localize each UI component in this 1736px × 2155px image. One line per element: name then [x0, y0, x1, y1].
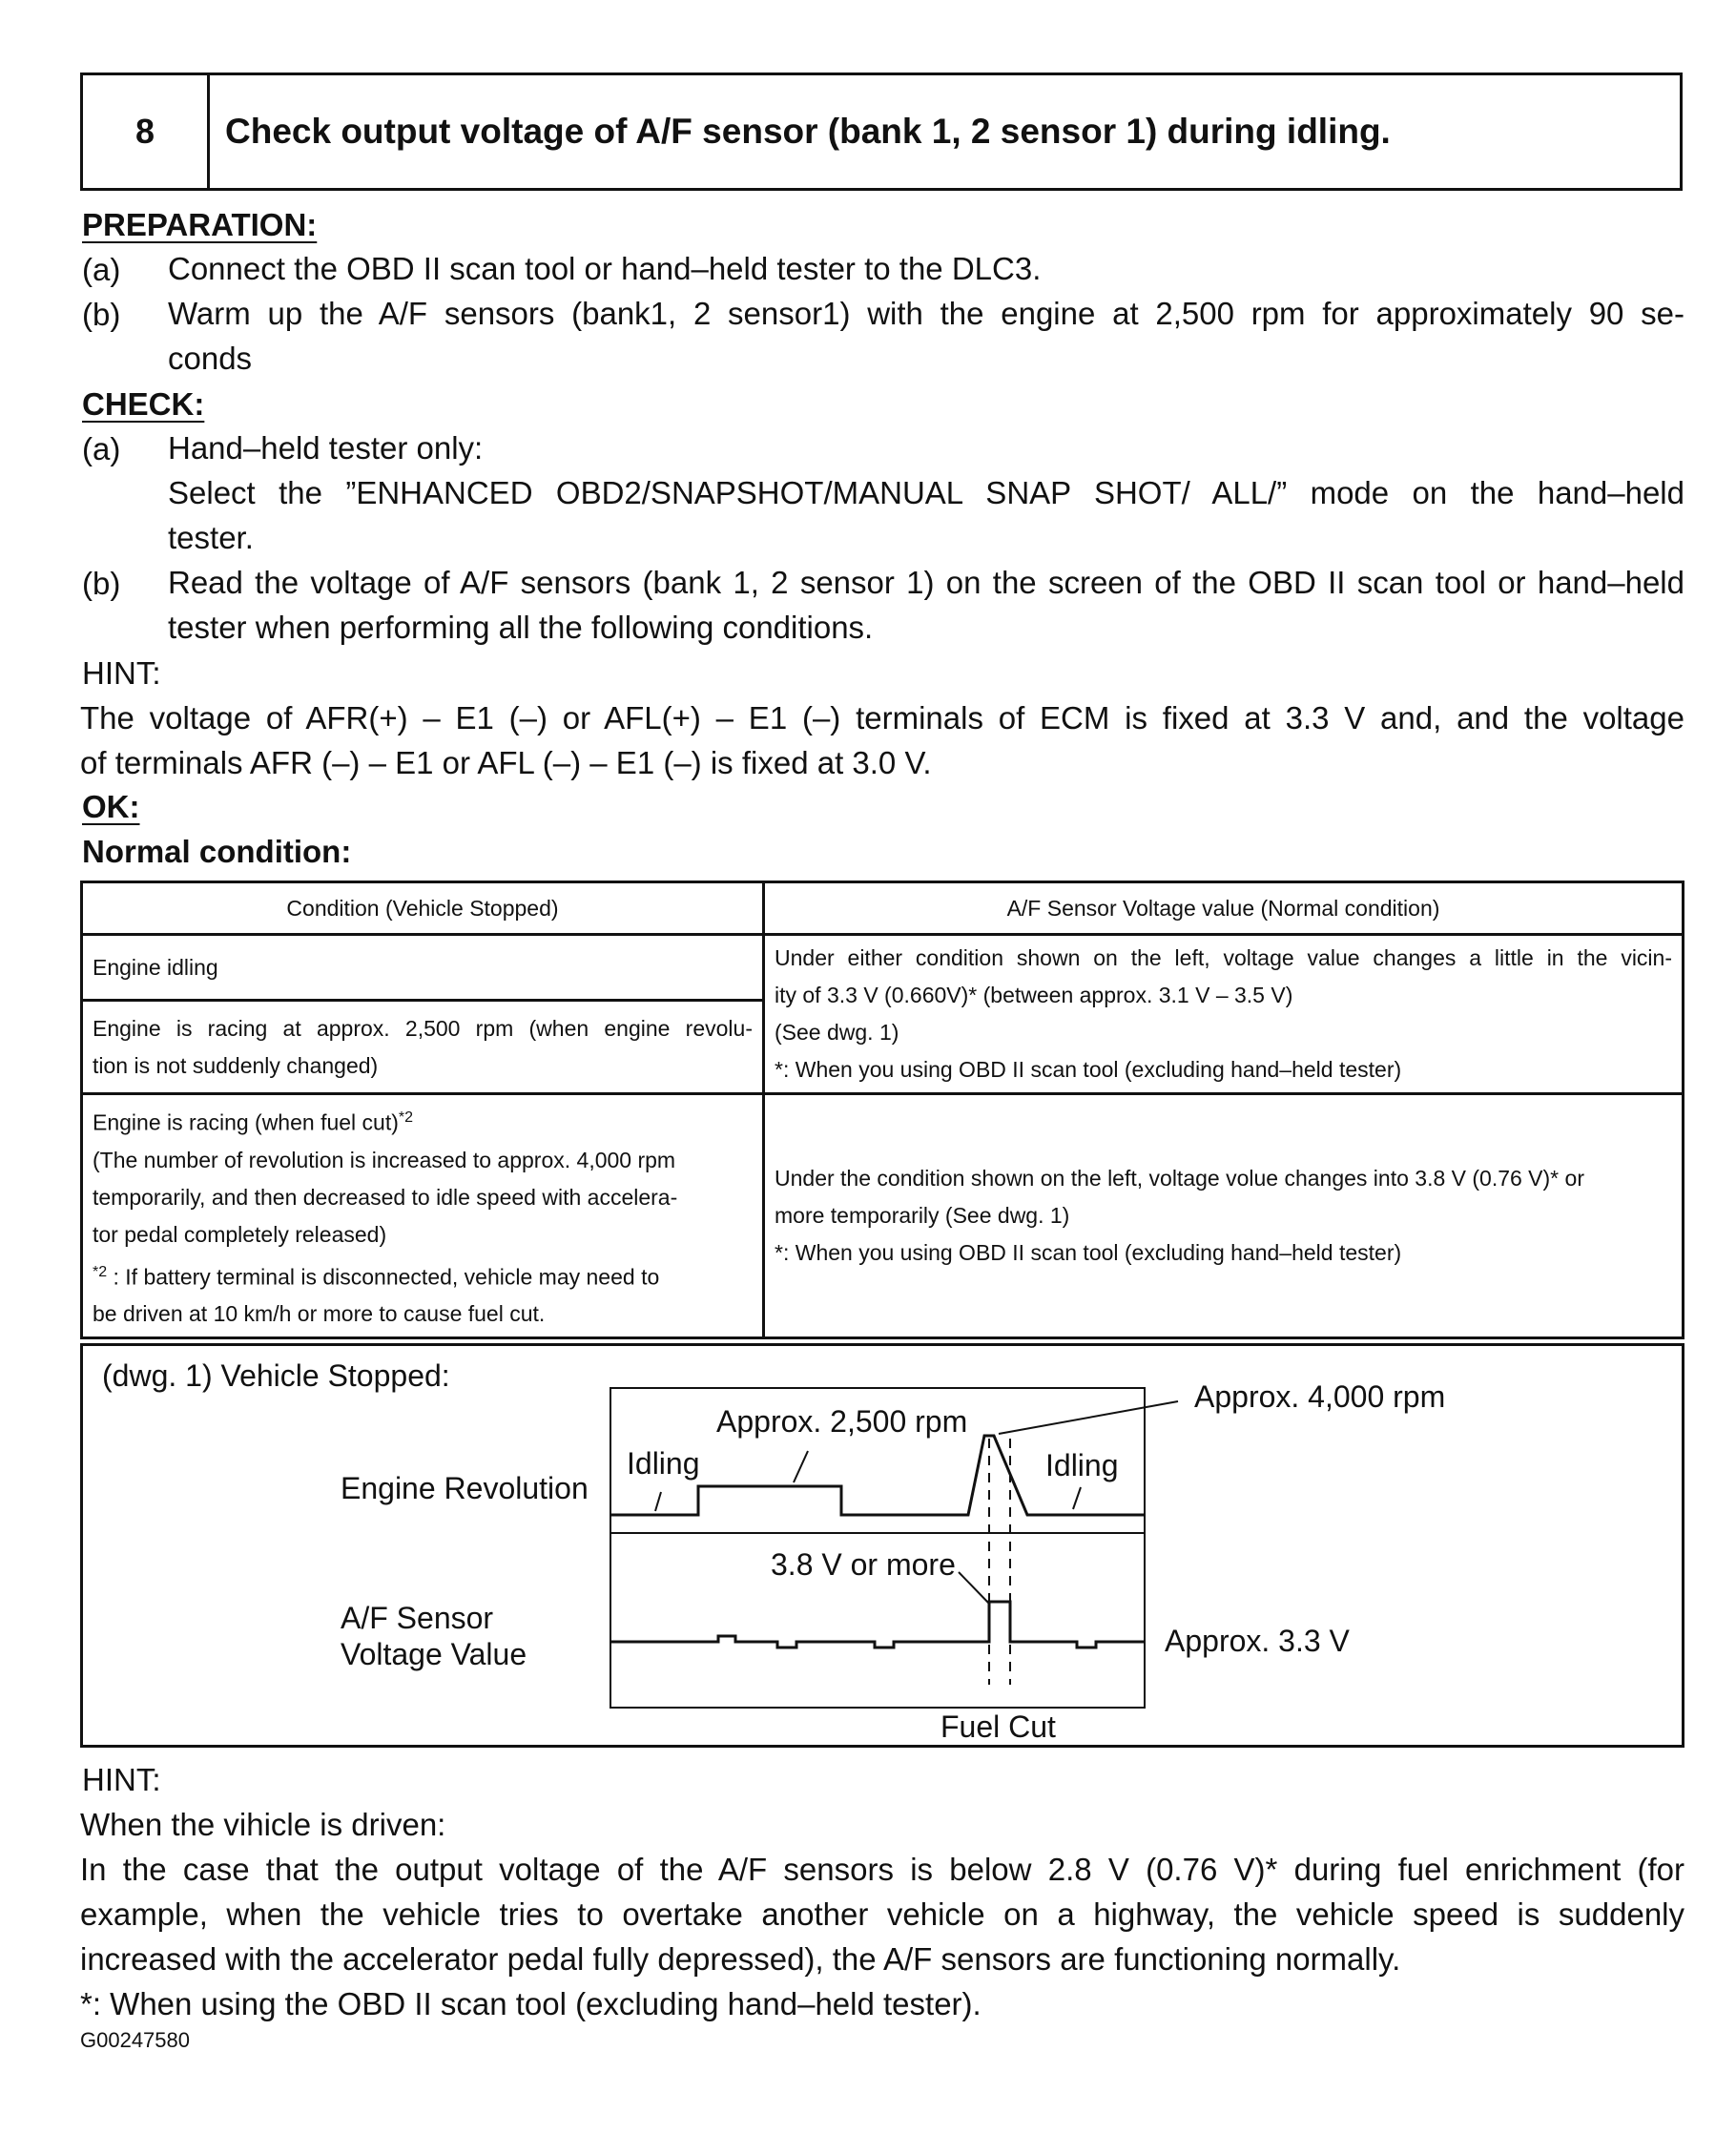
preparation-item-b: [168, 291, 1684, 381]
hint2-heading: HINT:: [82, 1762, 161, 1797]
normal-condition-heading: Normal condition:: [82, 834, 352, 869]
voltage-38-label: 3.8 V or more: [771, 1547, 956, 1582]
check-item-a-line-2: Select the ”ENHANCED OBD2/SNAPSHOT/MANUAL SNAP SHOT/ ALL/” mode on the hand–held: [168, 475, 1684, 510]
hint2-line-1: When the vihicle is driven:: [80, 1807, 446, 1842]
hint2-paragraph: [80, 1802, 1684, 2026]
drawing-title: (dwg. 1) Vehicle Stopped:: [102, 1358, 450, 1393]
table-cell-voltage-idle-racing: [764, 935, 1684, 1094]
table-cell-voltage-fuel-cut: [764, 1094, 1684, 1338]
check-item-b-line-1: Read the voltage of A/F sensors (bank 1, 2 sensor 1) on the screen of the OBD II scan tool or hand–held: [168, 565, 1684, 600]
preparation-item-b-line-1: Warm up the A/F sensors (bank1, 2 sensor1) with the engine at 2,500 rpm for approximately 90 se-: [168, 296, 1684, 331]
idling-left-label: Idling: [627, 1446, 700, 1481]
idling-right-label: Idling: [1045, 1448, 1119, 1482]
hint2-line-4: increased with the accelerator pedal fully depressed), the A/F sensors are functioning normally.: [80, 1941, 1401, 1977]
table-header-voltage: A/F Sensor Voltage value (Normal condition): [764, 882, 1684, 935]
preparation-item-a: [168, 246, 1684, 291]
check-item-a: [168, 425, 1684, 560]
drawing-vehicle-stopped: [80, 1343, 1684, 1748]
check-item-a-line-1: Hand–held tester only:: [168, 430, 484, 466]
ok-heading: OK:: [82, 789, 140, 824]
step-title: Check output voltage of A/F sensor (bank 1, 2 sensor 1) during idling.: [225, 112, 1391, 151]
approx-33v-label: Approx. 3.3 V: [1165, 1624, 1350, 1658]
preparation-item-b-line-2: conds: [168, 341, 253, 376]
check-item-b: [168, 560, 1684, 650]
table-header-row: [82, 882, 1684, 935]
hint-paragraph: [80, 695, 1684, 785]
check-item-b-label: (b): [82, 566, 121, 601]
table-cell-engine-racing-2500: [82, 1001, 764, 1094]
hint2-line-2: In the case that the output voltage of the A/F sensors is below 2.8 V (0.76 V)* during fuel enrichment (for: [80, 1852, 1684, 1887]
check-item-b-line-2: tester when performing all the following conditions.: [168, 610, 874, 645]
hint2-line-5: *: When using the OBD II scan tool (excluding hand–held tester).: [80, 1986, 982, 2021]
hint-line-2: of terminals AFR (–) – E1 or AFL (–) – E1 (–) is fixed at 3.0 V.: [80, 745, 932, 780]
leader-38v: [959, 1572, 989, 1604]
hint-heading: HINT:: [82, 655, 161, 691]
footnote-marker: *2: [93, 1263, 108, 1280]
table-cell-line: [93, 1099, 753, 1142]
table-cell-engine-idling: Engine idling: [82, 935, 764, 1001]
table-cell-line: (See dwg. 1): [775, 1020, 899, 1045]
table-cell-line: *: When you using OBD II scan tool (excluding hand–held tester): [775, 1057, 1402, 1082]
table-cell-line: Engine is racing at approx. 2,500 rpm (when engine revolu-: [93, 1015, 753, 1041]
table-cell-engine-racing-fuel-cut: [82, 1094, 764, 1338]
af-sensor-label-line-2: Voltage Value: [341, 1637, 527, 1671]
check-heading: CHECK:: [82, 386, 205, 422]
leader-idling-right: [1073, 1487, 1081, 1509]
document-code: G00247580: [80, 2028, 190, 2052]
table-row: [82, 1094, 1684, 1338]
check-item-a-line-3: tester.: [168, 520, 254, 555]
footnote-marker: *2: [398, 1109, 414, 1126]
table-cell-line: Under either condition shown on the left, voltage value changes a little in the vicin-: [775, 945, 1672, 970]
table-cell-line: tor pedal completely released): [93, 1221, 387, 1247]
table-cell-line: be driven at 10 km/h or more to cause fuel cut.: [93, 1301, 546, 1327]
condition-table: [80, 881, 1684, 1339]
table-cell-line: [93, 1254, 753, 1296]
preparation-item-a-line: Connect the OBD II scan tool or hand–held tester to the DLC3.: [168, 251, 1042, 286]
approx-4000-label: Approx. 4,000 rpm: [1194, 1379, 1446, 1414]
leader-4000: [999, 1401, 1178, 1434]
table-header-condition: Condition (Vehicle Stopped): [82, 882, 764, 935]
approx-2500-label: Approx. 2,500 rpm: [716, 1404, 968, 1439]
table-cell-text: : If battery terminal is disconnected, vehicle may need to: [107, 1264, 660, 1290]
hint-line-1: The voltage of AFR(+) – E1 (–) or AFL(+) – E1 (–) terminals of ECM is fixed at 3.3 V and, and the voltage: [80, 700, 1684, 736]
table-cell-line: ity of 3.3 V (0.660V)* (between approx. 3.1 V – 3.5 V): [775, 983, 1293, 1007]
check-item-a-label: (a): [82, 431, 121, 466]
af-sensor-voltage-trace: [610, 1602, 1145, 1647]
leader-idling-left: [655, 1492, 661, 1511]
hint2-line-3: example, when the vehicle tries to overtake another vehicle on a highway, the vehicle speed is suddenly: [80, 1896, 1684, 1932]
preparation-item-a-label: (a): [82, 252, 121, 287]
table-cell-line: (The number of revolution is increased to approx. 4,000 rpm: [93, 1147, 676, 1172]
table-cell-line: Under the condition shown on the left, voltage volue changes into 3.8 V (0.76 V)* or: [775, 1166, 1584, 1191]
engine-revolution-label: Engine Revolution: [341, 1471, 589, 1505]
table-cell-line: tion is not suddenly changed): [93, 1052, 379, 1078]
fuel-cut-label: Fuel Cut: [940, 1709, 1056, 1744]
preparation-item-b-label: (b): [82, 297, 121, 332]
preparation-heading: PREPARATION:: [82, 207, 318, 242]
table-cell-line: *: When you using OBD II scan tool (excluding hand–held tester): [775, 1240, 1402, 1266]
table-cell-line: temporarily, and then decreased to idle speed with accelera-: [93, 1184, 678, 1210]
leader-2500: [794, 1451, 808, 1482]
af-sensor-label-line-1: A/F Sensor: [341, 1601, 494, 1635]
table-cell-line: more temporarily (See dwg. 1): [775, 1203, 1070, 1229]
table-cell-text: Engine is racing (when fuel cut): [93, 1109, 399, 1135]
step-number: 8: [83, 75, 210, 188]
table-row: [82, 935, 1684, 1001]
step-header: [80, 73, 1683, 191]
